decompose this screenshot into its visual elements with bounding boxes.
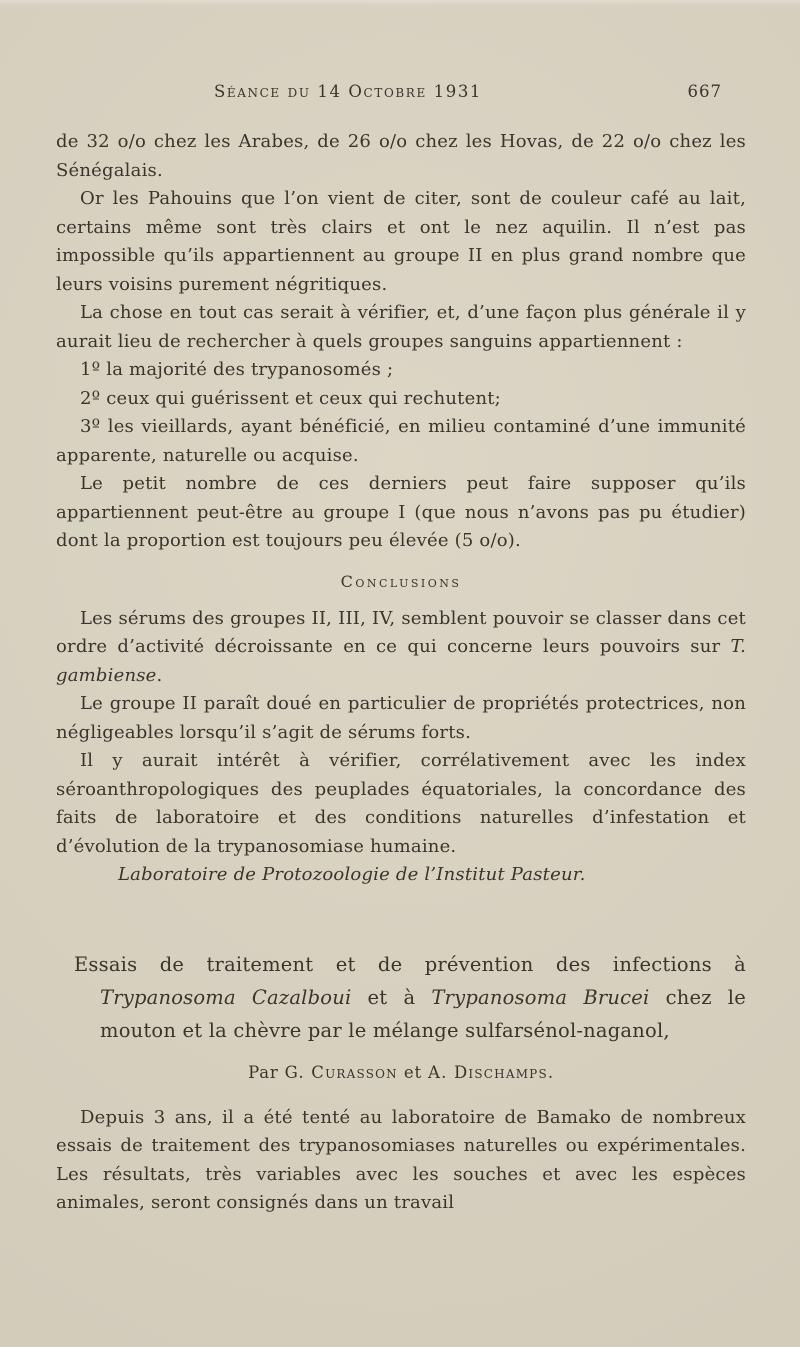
- author-name-1: G. Curasson: [284, 1062, 398, 1082]
- species-name: T. gambiense: [56, 636, 746, 686]
- paragraph: Le groupe II paraît doué en particulier de propriétés protectrices, non négligeables lorsqu’il s’agit de sérums forts.: [56, 693, 746, 743]
- author-name-2: A. Dischamps: [427, 1062, 548, 1082]
- title-text: chez le mouton et la chèvre par le mélange sulfarsénol-naganol,: [100, 985, 746, 1042]
- numbered-item-3: 3º les vieillards, ayant bénéficié, en milieu contaminé d’une immunité apparente, naturelle ou acquise.: [56, 416, 746, 466]
- paragraph-continuation: de 32 o/o chez les Arabes, de 26 o/o chez les Hovas, de 22 o/o chez les Sénégalais.: [56, 131, 746, 181]
- paragraph: Il y aurait intérêt à vérifier, corrélativement avec les index séroanthropologiques des peuplades équatoriales, la concordance des faits de laboratoire et des conditions naturelles d’infestation et d’évolution de la trypanosomiase humaine.: [56, 750, 746, 857]
- conclusions-heading: Conclusions: [340, 571, 462, 591]
- numbered-item-1: 1º la majorité des trypanosomés ;: [80, 359, 394, 380]
- article-title: [56, 948, 746, 1047]
- paragraph: Depuis 3 ans, il a été tenté au laboratoire de Bamako de nombreux essais de traitement des trypanosomiases naturelles ou expérimentales. Les résultats, très variables avec les souches et avec les espèces animales, seront consignés dans un travail: [56, 1106, 746, 1213]
- paragraph: Or les Pahouins que l’on vient de citer, sont de couleur café au lait, certains même sont très clairs et ont le nez aquilin. Il n’est pas impossible qu’ils appartiennent au groupe II en plus grand nombre que leurs voisins purement négritiques.: [56, 188, 746, 295]
- numbered-item-2: 2º ceux qui guérissent et ceux qui rechutent;: [80, 387, 501, 409]
- paragraph-text: .: [156, 664, 163, 686]
- byline-prefix: Par: [248, 1062, 285, 1082]
- paragraph: Le petit nombre de ces derniers peut faire supposer qu’ils appartiennent peut-être au groupe I (que nous n’avons pas pu étudier) dont la proportion est toujours peu élevée (5 o/o).: [56, 473, 746, 551]
- title-text: et à: [351, 985, 432, 1009]
- page-number: 667: [687, 82, 722, 101]
- species-name: Trypanosoma Cazalboui: [100, 985, 352, 1009]
- paragraph-text: Les sérums des groupes II, III, IV, semblent pouvoir se classer dans cet ordre d’activité décroissante en ce qui concerne leurs pouvoirs sur: [56, 607, 746, 657]
- paragraph: La chose en tout cas serait à vérifier, et, d’une façon plus générale il y aurait lieu de rechercher à quels groupes sanguins appartiennent :: [56, 302, 746, 352]
- page-content: [56, 82, 746, 1218]
- byline-conjunction: et: [397, 1062, 428, 1082]
- paragraph: [56, 605, 746, 691]
- running-header-title: Séance du 14 Octobre 1931: [214, 82, 483, 101]
- running-header: [56, 82, 746, 104]
- byline: [56, 1063, 746, 1082]
- species-name: Trypanosoma Brucei: [431, 985, 650, 1009]
- laboratory-signature: Laboratoire de Protozoologie de l’Institut Pasteur.: [118, 864, 586, 885]
- byline-suffix: .: [547, 1062, 554, 1082]
- title-text: Essais de traitement et de prévention des infections à: [74, 952, 746, 976]
